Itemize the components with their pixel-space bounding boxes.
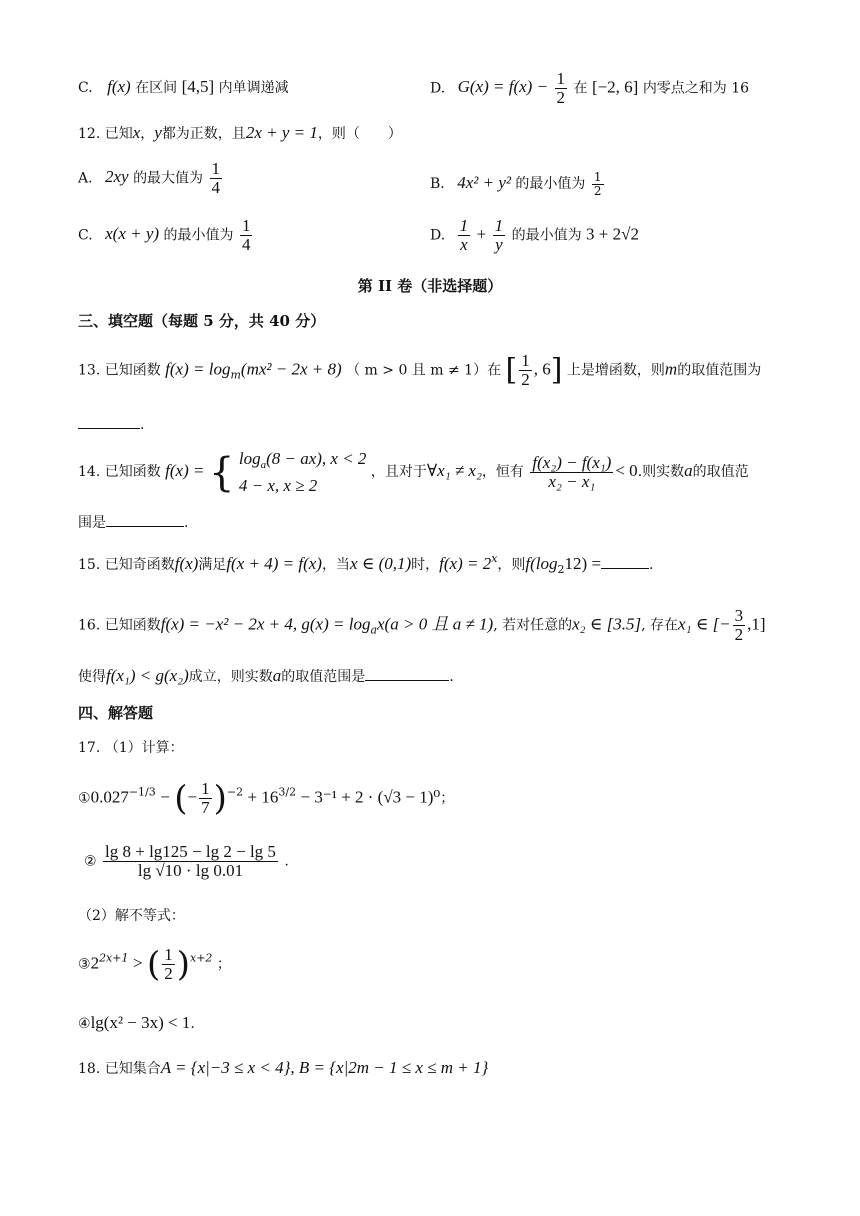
q15: 15. 已知奇函数f(x)满足f(x + 4) = f(x)，当x ∈ (0,1)时，$f(x) = 2^x$，则$f(\log_212)$ = . (78, 552, 654, 576)
fraction: $\frac{1}{7}$ (201, 779, 210, 817)
text: 在 (573, 80, 588, 97)
q17-item2: ② $\frac{\lg 8 + \lg 125 - \lg 2 - \lg 5}{\lg √10 \cdot \lg 0.01}$ . (84, 842, 289, 880)
q12-option-b: B. 4x² + y² 的最小值为 $\frac{1}{2}$ (430, 170, 602, 198)
q18: 18. 已知集合A = {x|−3 ≤ x < 4}, B = {x|2m − 1 ≤ x ≤ m + 1} (78, 1058, 489, 1077)
math-expr: 2xy (105, 167, 129, 187)
fraction: $\frac{1}{2}$ (521, 351, 530, 389)
math-interval: [4,5] (181, 77, 215, 96)
q12-stem: 12. 已知x，y都为正数，且2x + y = 1，则（ ） (78, 123, 402, 142)
section4-title: 四、解答题 (78, 704, 154, 722)
q11-option-d (430, 70, 749, 107)
fraction: $\frac{\text{f(x₂) − f(x₁)}}{\text{x₂ − x₁}}$ (532, 452, 612, 491)
q17-head2: （2）解不等式： (78, 908, 185, 924)
fraction: $\frac{1}{2}$ (593, 170, 602, 198)
fraction: $\frac{1}{2}$ (556, 69, 566, 107)
option-label: A. (78, 170, 93, 187)
math-expr: 3 + 2√2 (586, 224, 639, 244)
fraction: $\frac{1}{x}$ (459, 216, 469, 254)
section3-title: 三、填空题（每题 5 分，共 40 分） (78, 312, 326, 330)
q12-option-c: C. x(x + y) 的最小值为 $\frac{1}{4}$ (78, 216, 251, 254)
piecewise-cases: $\log_a(8 - ax)$, x < 2 4 − x, x ≥ 2 (238, 449, 367, 495)
q13-answer-blank[interactable]: . (78, 416, 144, 432)
q17-item4: ④lg(x² − 3x) < 1. (78, 1013, 195, 1032)
q14-line2: 围是 . (78, 515, 189, 531)
math-expr: f(x) = log (165, 359, 231, 379)
math-expr: G(x) = f(x) − (457, 77, 549, 97)
q16: 16. 已知函数f(x) = −x² − 2x + 4, $g(x) = \log_ax(a > 0$ 且 a ≠ 1), 若对任意的x₂ ∈ [3.5], 存在x₁ ∈ [− $\frac{3}{2}$ ,1] (78, 606, 766, 644)
text: 在区间 (135, 80, 178, 96)
math-expr: f(x) (107, 77, 131, 96)
math-expr: 4x² + y² (457, 173, 511, 193)
text: 内单调递减 (218, 80, 289, 96)
fraction: $\frac{1}{2}$ (164, 945, 173, 983)
math-expr: f(x) = (165, 461, 205, 480)
fraction: $\frac{1}{4}$ (211, 159, 221, 197)
q12-option-d: D. $\frac{1}{x}$ + $\frac{1}{y}$ 的最小值为 3 + 2√2 (430, 216, 639, 254)
math-interval: [−2, 6] (591, 77, 639, 97)
q12-option-a: A. 2xy 的最大值为 $\frac{1}{4}$ (78, 159, 221, 197)
option-label: C. (78, 80, 93, 96)
q14: 14. 已知函数 f(x) = { $\log_a(8 - ax)$, x < 2 4 − x, x ≥ 2 ，且对于∀x₁ ≠ x₂，恒有 $\frac{\text{f(x₂) − f(x₁)}}{\text{x₂ − x₁}}$ < 0.则实数a的取值范 (78, 449, 749, 496)
option-label: D. (430, 227, 446, 244)
option-label: D. (430, 80, 446, 97)
q13: 13. 已知函数 $f(x) = \log_m(mx^2 - 2x + 8)$ （ m > 0 且 m ≠ 1）在 [ $\frac{1}{2}$ , 6] 上是增函数，则m的取值范围为 (78, 351, 762, 389)
q16-line2: 使得f(x₁) < g(x₂)成立，则实数a的取值范围是 . (78, 666, 454, 685)
math-expr: x(x + y) (105, 224, 160, 244)
q17-item1: $①0.027^{-1/3}$ − (− $\frac{1}{7}$ )$^{-2} + 16^{3/2} - 3^{-1} + 2 \cdot (√3 - 1)^0$； (78, 778, 455, 819)
q11-option-c (78, 78, 289, 95)
q17-head: 17. （1）计算： (78, 740, 184, 756)
fraction: $\frac{1}{4}$ (241, 216, 251, 254)
option-label: B. (430, 176, 445, 193)
answer-blank[interactable] (78, 416, 140, 429)
option-label: C. (78, 227, 93, 244)
fraction: $\frac{\lg 8 + \lg 125 - \lg 2 - \lg 5}{\lg √10 \cdot \lg 0.01}$ (105, 842, 276, 880)
q17-item3: $③2^{2x+1}$ > ( $\frac{1}{2}$ )$^{x+2}$ ； (78, 944, 231, 985)
text: 内零点之和为 16 (642, 80, 750, 97)
answer-blank[interactable] (106, 514, 184, 527)
fraction: $\frac{3}{2}$ (734, 606, 744, 644)
math-condition: 2x + y = 1 (245, 123, 318, 142)
answer-blank[interactable] (365, 668, 449, 681)
answer-blank[interactable] (601, 556, 649, 569)
part2-title: 第 II 卷（非选择题） (357, 277, 503, 295)
fraction: $\frac{1}{y}$ (494, 216, 504, 254)
